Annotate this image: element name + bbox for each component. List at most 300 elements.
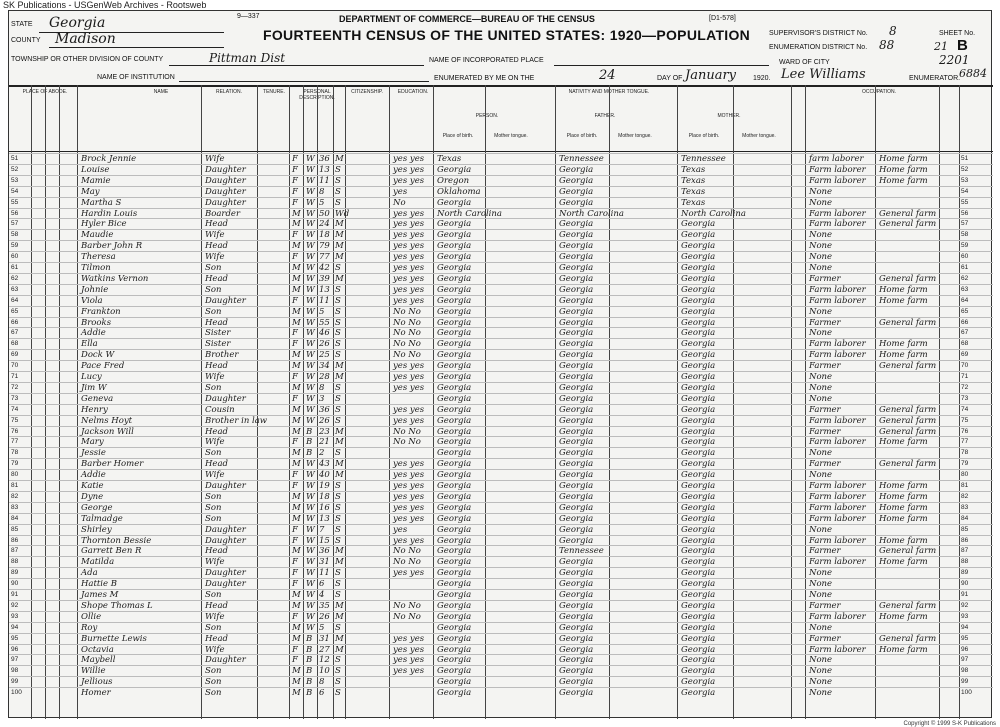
row-occ2: General farm xyxy=(879,459,937,470)
row-age: 40 xyxy=(319,470,330,481)
row-name: Garrett Ben R xyxy=(81,546,142,557)
row-age: 26 xyxy=(319,339,330,350)
row-fpob: Georgia xyxy=(559,502,594,513)
row-ms: S xyxy=(335,677,341,688)
row-fpob: Georgia xyxy=(559,339,594,350)
row-name: Lucy xyxy=(81,372,102,382)
row-fpob: Georgia xyxy=(559,688,594,699)
row-name: Jessie xyxy=(81,448,106,459)
row-line: 89 xyxy=(11,569,19,577)
table-row xyxy=(9,644,993,655)
table-row xyxy=(9,306,993,317)
row-age: 36 xyxy=(319,404,330,415)
table-row xyxy=(9,665,993,676)
row-pob: Georgia xyxy=(437,491,472,502)
row-ms: S xyxy=(335,295,341,306)
row-race: W xyxy=(306,524,315,535)
census-sheet xyxy=(8,10,992,718)
row-pob: Georgia xyxy=(437,404,472,415)
row-age: 43 xyxy=(319,459,330,470)
row-occ1: Farm laborer xyxy=(809,481,866,491)
page-title: FOURTEENTH CENSUS OF THE UNITED STATES: 1920—POPULATION xyxy=(263,27,751,43)
row-race: W xyxy=(306,350,315,361)
row-pob: Georgia xyxy=(437,350,472,361)
row-occ2: General farm xyxy=(879,404,937,415)
row-name: Geneva xyxy=(81,393,114,404)
enumerator-name: Lee Williams xyxy=(781,67,866,82)
enumerated-month: January xyxy=(685,68,737,83)
row-line: 83 xyxy=(961,503,969,511)
table-row xyxy=(9,469,993,480)
row-line: 64 xyxy=(11,296,19,304)
row-pob: Georgia xyxy=(437,459,472,470)
row-edu: yes yes xyxy=(393,164,425,175)
row-race: B xyxy=(306,688,313,699)
stamp-number: 2201 xyxy=(939,53,970,67)
row-edu: yes yes xyxy=(393,568,425,579)
row-sex: M xyxy=(292,590,301,600)
row-name: Nelms Hoyt xyxy=(81,415,133,426)
row-edu: No No xyxy=(393,611,421,622)
row-occ1: None xyxy=(809,241,833,252)
row-pob: Georgia xyxy=(437,295,472,306)
row-age: 11 xyxy=(319,175,330,186)
row-occ1: Farm laborer xyxy=(809,175,866,186)
table-row xyxy=(9,338,993,349)
row-name: Addie xyxy=(81,470,106,481)
row-race: W xyxy=(306,481,315,491)
sheet-value: 21 xyxy=(934,40,948,53)
row-race: W xyxy=(306,568,315,579)
row-occ1: farm laborer xyxy=(809,154,864,164)
row-line: 56 xyxy=(961,209,969,217)
row-ms: M xyxy=(335,361,344,372)
row-ms: S xyxy=(335,393,341,404)
row-mpob: Georgia xyxy=(681,350,716,361)
row-ms: M xyxy=(335,557,344,568)
table-row xyxy=(9,197,993,208)
table-row xyxy=(9,611,993,622)
row-sex: F xyxy=(292,524,298,535)
row-sex: M xyxy=(292,382,301,393)
row-edu: No No xyxy=(393,557,421,568)
row-line: 93 xyxy=(11,612,19,620)
row-age: 10 xyxy=(319,666,330,677)
row-sex: F xyxy=(292,568,298,579)
row-line: 77 xyxy=(961,438,969,446)
table-row xyxy=(9,186,993,197)
row-line: 78 xyxy=(961,449,969,457)
row-fpob: Georgia xyxy=(559,459,594,470)
table-row xyxy=(9,535,993,546)
row-line: 73 xyxy=(961,394,969,402)
row-fpob: Georgia xyxy=(559,186,594,197)
row-age: 3 xyxy=(319,393,325,404)
header-place-of-abode: PLACE OF ABODE. xyxy=(22,89,68,95)
row-line: 51 xyxy=(11,155,19,162)
row-mpob: Georgia xyxy=(681,590,716,600)
department-heading: DEPARTMENT OF COMMERCE—BUREAU OF THE CENSUS xyxy=(339,14,595,24)
row-occ2: Home farm xyxy=(879,339,928,350)
row-edu: yes yes xyxy=(393,470,425,481)
row-age: 6 xyxy=(319,688,325,699)
row-rel: Daughter xyxy=(205,197,246,208)
row-name: Octavia xyxy=(81,644,114,655)
enumerated-label: ENUMERATED BY ME ON THE xyxy=(434,75,535,82)
table-row xyxy=(9,589,993,600)
row-age: 11 xyxy=(319,295,330,306)
row-race: W xyxy=(306,263,315,273)
row-race: W xyxy=(306,339,315,350)
institution-label: NAME OF INSTITUTION xyxy=(97,74,175,81)
row-rel: Daughter xyxy=(205,186,246,197)
row-fpob: Georgia xyxy=(559,328,594,339)
row-sex: M xyxy=(292,241,301,252)
row-name: Addie xyxy=(81,328,106,339)
row-name: Shirley xyxy=(81,524,112,535)
row-line: 95 xyxy=(961,634,969,642)
row-edu: No No xyxy=(393,437,421,448)
row-line: 83 xyxy=(11,503,19,511)
row-mpob: Georgia xyxy=(681,393,716,404)
row-line: 80 xyxy=(961,471,969,479)
row-name: Tilmon xyxy=(81,263,111,273)
row-sex: F xyxy=(292,164,298,175)
row-mpob: Georgia xyxy=(681,263,716,273)
header-relation: RELATION. xyxy=(215,89,243,95)
row-name: Brooks xyxy=(81,317,112,328)
row-fpob: Georgia xyxy=(559,491,594,502)
row-ms: M xyxy=(335,154,344,164)
row-mpob: Georgia xyxy=(681,600,716,611)
row-occ1: Farm laborer xyxy=(809,219,866,230)
row-sex: M xyxy=(292,666,301,677)
row-fpob: Georgia xyxy=(559,372,594,382)
row-occ1: Farm laborer xyxy=(809,611,866,622)
row-race: W xyxy=(306,252,315,263)
row-occ1: Farmer xyxy=(809,273,841,284)
row-mpob: Georgia xyxy=(681,230,716,241)
row-age: 50 xyxy=(319,208,330,219)
table-row xyxy=(9,229,993,240)
row-ms: M xyxy=(335,372,344,382)
row-sex: F xyxy=(292,579,298,590)
row-occ1: None xyxy=(809,568,833,579)
row-occ1: Farm laborer xyxy=(809,284,866,295)
row-mpob: Georgia xyxy=(681,633,716,644)
row-line: 58 xyxy=(961,231,969,239)
row-name: Burnette Lewis xyxy=(81,633,147,644)
row-rel: Son xyxy=(205,502,222,513)
row-mpob: Georgia xyxy=(681,688,716,699)
row-sex: F xyxy=(292,328,298,339)
row-pob: Georgia xyxy=(437,197,472,208)
table-row xyxy=(9,687,993,698)
row-ms: S xyxy=(335,590,341,600)
row-occ2: Home farm xyxy=(879,535,928,546)
table-row xyxy=(9,622,993,633)
row-rel: Daughter xyxy=(205,524,246,535)
row-age: 34 xyxy=(319,361,330,372)
row-occ1: None xyxy=(809,393,833,404)
row-age: 15 xyxy=(319,535,330,546)
row-sex: F xyxy=(292,557,298,568)
supervisor-value: 8 xyxy=(889,24,897,38)
row-fpob: Georgia xyxy=(559,437,594,448)
row-ms: S xyxy=(335,448,341,459)
row-occ1: None xyxy=(809,328,833,339)
row-edu: yes yes xyxy=(393,295,425,306)
row-line: 57 xyxy=(11,220,19,228)
row-line: 88 xyxy=(961,558,969,566)
row-line: 85 xyxy=(961,525,969,533)
row-pob: North Carolina xyxy=(437,208,502,219)
row-fpob: Georgia xyxy=(559,361,594,372)
row-name: Maudie xyxy=(81,230,114,241)
row-occ1: None xyxy=(809,655,833,666)
row-ms: S xyxy=(335,622,341,633)
row-fpob: Georgia xyxy=(559,535,594,546)
table-row xyxy=(9,491,993,502)
row-occ2: Home farm xyxy=(879,491,928,502)
row-line: 72 xyxy=(11,383,19,391)
row-fpob: Georgia xyxy=(559,666,594,677)
row-name: Watkins Vernon xyxy=(81,273,149,284)
row-line: 59 xyxy=(961,242,969,250)
row-ms: S xyxy=(335,513,341,524)
row-occ1: Farmer xyxy=(809,404,841,415)
row-age: 36 xyxy=(319,154,330,164)
county-label: COUNTY xyxy=(11,37,41,44)
row-ms: S xyxy=(335,568,341,579)
row-line: 58 xyxy=(11,231,19,239)
row-age: 25 xyxy=(319,350,330,361)
row-pob: Georgia xyxy=(437,382,472,393)
row-occ1: None xyxy=(809,252,833,263)
row-rel: Son xyxy=(205,448,222,459)
row-pob: Georgia xyxy=(437,328,472,339)
row-pob: Georgia xyxy=(437,317,472,328)
row-fpob: Georgia xyxy=(559,273,594,284)
row-pob: Georgia xyxy=(437,688,472,699)
row-line: 71 xyxy=(961,373,969,380)
table-row xyxy=(9,382,993,393)
row-rel: Wife xyxy=(205,644,225,655)
row-fpob: Georgia xyxy=(559,230,594,241)
township-label: TOWNSHIP OR OTHER DIVISION OF COUNTY xyxy=(11,56,164,63)
row-ms: S xyxy=(335,688,341,699)
row-mpob: Georgia xyxy=(681,557,716,568)
table-row xyxy=(9,426,993,437)
row-pob: Georgia xyxy=(437,502,472,513)
row-race: W xyxy=(306,328,315,339)
row-rel: Son xyxy=(205,622,222,633)
row-name: Jim W xyxy=(81,382,107,393)
row-pob: Georgia xyxy=(437,600,472,611)
row-edu: yes yes xyxy=(393,208,425,219)
row-line: 60 xyxy=(11,253,19,261)
row-mpob: Georgia xyxy=(681,535,716,546)
row-occ1: Farm laborer xyxy=(809,644,866,655)
row-mpob: Georgia xyxy=(681,448,716,459)
row-edu: No xyxy=(393,197,406,208)
row-name: Mamie xyxy=(81,175,111,186)
row-age: 8 xyxy=(319,382,325,393)
row-pob: Georgia xyxy=(437,263,472,273)
sheet-label: SHEET No. xyxy=(939,30,976,37)
enumeration-value: 88 xyxy=(879,38,895,52)
row-rel: Daughter xyxy=(205,481,246,491)
row-mpob: Georgia xyxy=(681,404,716,415)
row-rel: Head xyxy=(205,241,228,252)
row-line: 63 xyxy=(11,285,19,293)
row-sex: M xyxy=(292,317,301,328)
row-edu: yes yes xyxy=(393,513,425,524)
row-fpob: Georgia xyxy=(559,568,594,579)
row-pob: Georgia xyxy=(437,535,472,546)
row-ms: S xyxy=(335,502,341,513)
row-edu: yes yes xyxy=(393,273,425,284)
row-line: 100 xyxy=(11,689,22,697)
table-row xyxy=(9,676,993,687)
row-line: 52 xyxy=(11,165,19,173)
row-ms: S xyxy=(335,524,341,535)
row-name: Pace Fred xyxy=(81,361,125,372)
row-occ1: Farmer xyxy=(809,361,841,372)
row-occ2: Home farm xyxy=(879,611,928,622)
row-line: 77 xyxy=(11,438,19,446)
row-pob: Georgia xyxy=(437,426,472,437)
subheader-tongue-mother: Mother tongue. xyxy=(742,133,776,139)
row-pob: Georgia xyxy=(437,590,472,600)
row-sex: F xyxy=(292,197,298,208)
row-fpob: Georgia xyxy=(559,622,594,633)
row-ms: S xyxy=(335,317,341,328)
window-title: SK Publications - USGenWeb Archives - Rootsweb xyxy=(0,0,1000,10)
row-pob: Oklahoma xyxy=(437,186,481,197)
row-line: 81 xyxy=(961,482,969,489)
row-ms: S xyxy=(335,535,341,546)
row-ms: S xyxy=(335,415,341,426)
row-name: Matilda xyxy=(81,557,115,568)
row-ms: S xyxy=(335,350,341,361)
row-race: W xyxy=(306,535,315,546)
row-name: Shope Thomas L xyxy=(81,600,153,611)
row-ms: S xyxy=(335,382,341,393)
row-name: Johnie xyxy=(81,284,109,295)
row-occ1: Farmer xyxy=(809,600,841,611)
row-rel: Son xyxy=(205,590,222,600)
row-rel: Cousin xyxy=(205,404,235,415)
row-sex: M xyxy=(292,459,301,470)
row-pob: Georgia xyxy=(437,393,472,404)
row-pob: Georgia xyxy=(437,241,472,252)
row-fpob: Georgia xyxy=(559,655,594,666)
row-race: W xyxy=(306,404,315,415)
row-pob: Texas xyxy=(437,154,462,164)
row-line: 62 xyxy=(11,274,19,282)
row-line: 69 xyxy=(961,351,969,359)
row-line: 92 xyxy=(11,601,19,609)
row-pob: Oregon xyxy=(437,175,470,186)
row-mpob: Georgia xyxy=(681,611,716,622)
row-fpob: Georgia xyxy=(559,579,594,590)
side-number: 6884 xyxy=(959,67,987,80)
row-occ1: Farm laborer xyxy=(809,535,866,546)
row-line: 62 xyxy=(961,274,969,282)
row-name: Talmadge xyxy=(81,513,123,524)
subheader-tongue-father: Mother tongue. xyxy=(618,133,652,139)
row-pob: Georgia xyxy=(437,546,472,557)
row-name: Theresa xyxy=(81,252,116,263)
row-ms: S xyxy=(335,491,341,502)
row-name: Maybell xyxy=(81,655,116,666)
row-pob: Georgia xyxy=(437,361,472,372)
row-race: W xyxy=(306,230,315,241)
row-sex: F xyxy=(292,644,298,655)
row-race: W xyxy=(306,491,315,502)
row-occ1: Farm laborer xyxy=(809,513,866,524)
row-line: 93 xyxy=(961,612,969,620)
row-age: 7 xyxy=(319,524,325,535)
row-rel: Daughter xyxy=(205,535,246,546)
row-occ1: Farm laborer xyxy=(809,557,866,568)
row-rel: Wife xyxy=(205,230,225,241)
table-row xyxy=(9,360,993,371)
place-label: NAME OF INCORPORATED PLACE xyxy=(429,57,544,64)
row-race: W xyxy=(306,186,315,197)
row-edu: No No xyxy=(393,350,421,361)
row-age: 24 xyxy=(319,219,330,230)
row-occ2: Home farm xyxy=(879,154,928,164)
row-line: 86 xyxy=(11,536,19,544)
row-race: W xyxy=(306,611,315,622)
row-race: B xyxy=(306,437,313,448)
table-row xyxy=(9,153,993,164)
row-line: 76 xyxy=(11,427,19,435)
row-occ1: None xyxy=(809,688,833,699)
row-edu: yes yes xyxy=(393,644,425,655)
row-mpob: Georgia xyxy=(681,252,716,263)
row-mpob: Georgia xyxy=(681,655,716,666)
row-line: 85 xyxy=(11,525,19,533)
row-occ1: Farm laborer xyxy=(809,339,866,350)
row-occ2: Home farm xyxy=(879,295,928,306)
row-race: W xyxy=(306,361,315,372)
table-row xyxy=(9,513,993,524)
row-occ1: Farm laborer xyxy=(809,164,866,175)
row-race: W xyxy=(306,295,315,306)
row-ms: S xyxy=(335,666,341,677)
row-edu: yes yes xyxy=(393,175,425,186)
row-occ1: None xyxy=(809,382,833,393)
row-rel: Daughter xyxy=(205,393,246,404)
row-sex: F xyxy=(292,611,298,622)
row-race: W xyxy=(306,208,315,219)
row-race: W xyxy=(306,502,315,513)
row-race: B xyxy=(306,448,313,459)
row-ms: M xyxy=(335,273,344,284)
row-name: Dock W xyxy=(81,350,115,361)
row-line: 65 xyxy=(961,307,969,315)
row-line: 100 xyxy=(961,689,972,697)
row-edu: yes yes xyxy=(393,361,425,372)
row-age: 11 xyxy=(319,568,330,579)
row-age: 42 xyxy=(319,263,330,273)
row-sex: F xyxy=(292,470,298,481)
row-sex: F xyxy=(292,230,298,241)
row-edu: yes yes xyxy=(393,230,425,241)
